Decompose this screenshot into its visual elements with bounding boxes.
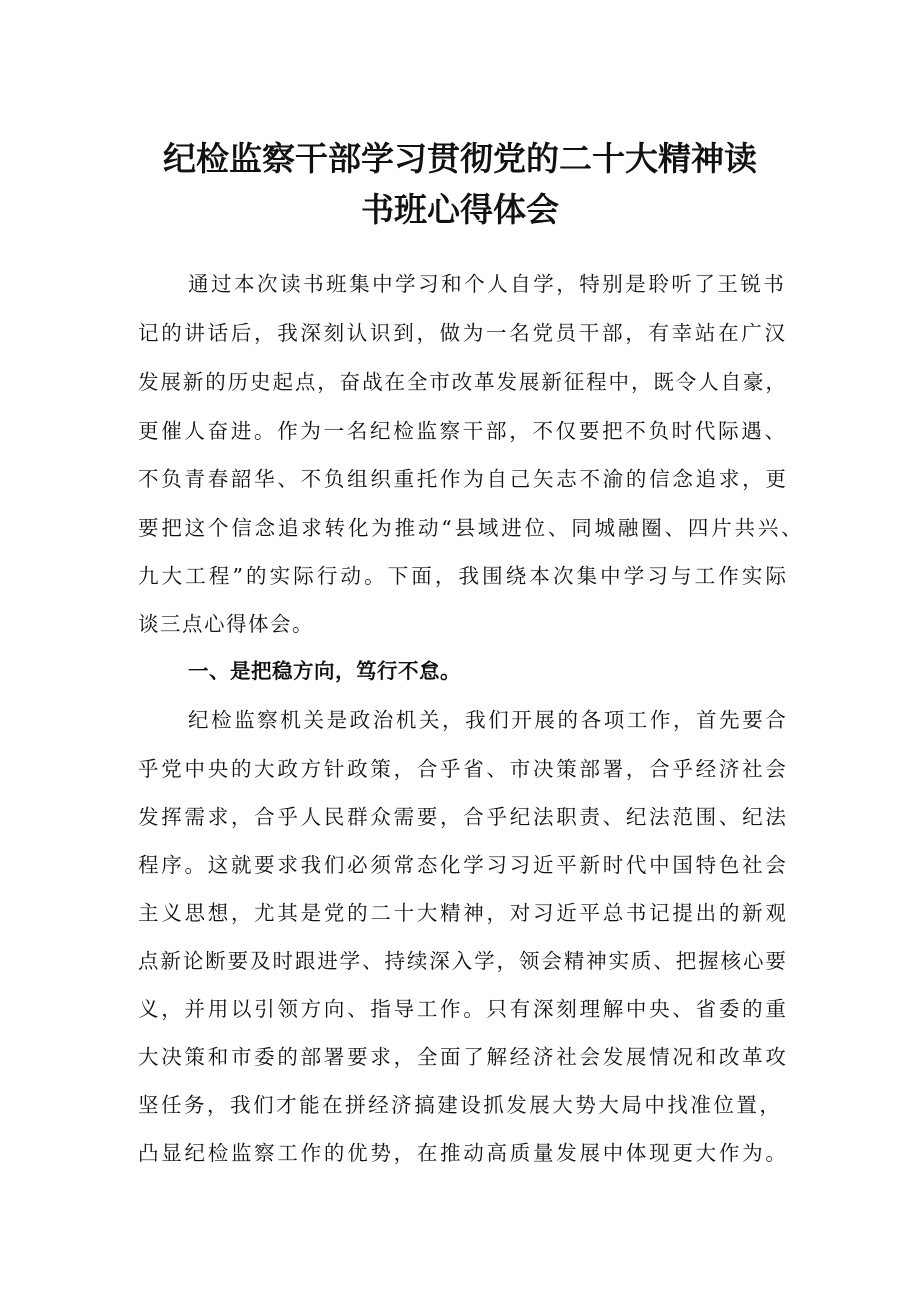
paragraph-2-line-9: 坚 任 务 ， 我 们 才 能 在 拼 经 济 搞 建 设 抓 发 展 大 势 大 局 中 找 准 位 置 ， xyxy=(138,1093,780,1117)
paragraph-2-line-1: 纪 检 监 察 机 关 是 政 治 机 关 ， 我 们 开 展 的 各 项 工 作 ， 首 先 要 合 xyxy=(188,708,786,732)
paragraph-1-line-4: 更 催 人 奋 进 。 作 为 一 名 纪 检 监 察 干 部 ， 不 仅 要 把 不 负 时 代 际 遇 、 xyxy=(138,419,785,443)
paragraph-2-line-5: 主 义 思 想 ， 尤 其 是 党 的 二 十 大 精 神 ， 对 习 近 平 总 书 记 提 出 的 新 观 xyxy=(138,901,786,925)
paragraph-1-line-2: 记 的 讲 话 后 ， 我 深 刻 认 识 到 ， 做 为 一 名 党 员 干 部 ， 有 幸 站 在 广 汉 xyxy=(138,321,785,345)
paragraph-2-line-7: 义 ， 并 用 以 引 领 方 向 、 指 导 工 作 。 只 有 深 刻 理 解 中 央 、 省 委 的 重 xyxy=(138,997,786,1021)
paragraph-1-line-7: 九 大 工 程 ” 的 实 际 行 动 。 下 面 ， 我 围 绕 本 次 集 中 学 习 与 工 作 实 际 xyxy=(138,564,786,588)
paragraph-2-line-8: 大 决 策 和 市 委 的 部 署 要 求 ， 全 面 了 解 经 济 社 会 发 展 情 况 和 改 革 攻 xyxy=(138,1045,786,1069)
paragraph-2-line-4: 程 序 。 这 就 要 求 我 们 必 须 常 态 化 学 习 习 近 平 新 时 代 中 国 特 色 社 会 xyxy=(138,853,786,877)
paragraph-1-line-6: 要 把 这 个 信 念 追 求 转 化 为 推 动 “ 县 域 进 位 、 同 城 融 圈 、 四 片 共 兴 、 xyxy=(138,516,802,540)
paragraph-1-line-5: 不 负 青 春 韶 华 、 不 负 组 织 重 托 作 为 自 己 矢 志 不 渝 的 信 念 追 求 ， 更 xyxy=(138,467,786,491)
paragraph-2-line-3: 发 挥 需 求 ， 合 乎 人 民 群 众 需 要 ， 合 乎 纪 法 职 责 、 纪 法 范 围 、 纪 法 xyxy=(138,805,786,829)
paragraph-1-line-1: 通 过 本 次 读 书 班 集 中 学 习 和 个 人 自 学 ， 特 别 是 聆 听 了 王 锐 书 xyxy=(188,272,784,296)
document-title-line-2: 书班心得体会 xyxy=(361,190,559,229)
document-title-line-1: 纪检监察干部学习贯彻党的二十大精神读 xyxy=(163,139,757,178)
section-1-heading: 一、是把稳方向，笃行不怠。 xyxy=(188,659,461,683)
paragraph-1-line-3: 发 展 新 的 历 史 起 点 ， 奋 战 在 全 市 改 革 发 展 新 征 程 中 ， 既 令 人 自 豪 ， xyxy=(138,370,786,394)
paragraph-2-line-6: 点 新 论 断 要 及 时 跟 进 学 、 持 续 深 入 学 ， 领 会 精 神 实 质 、 把 握 核 心 要 xyxy=(138,949,786,973)
paragraph-2-line-10: 凸 显 纪 检 监 察 工 作 的 优 势 ， 在 推 动 高 质 量 发 展 中 体 现 更 大 作 为 。 xyxy=(138,1141,786,1165)
paragraph-1-line-8: 谈三点心得体会。 xyxy=(138,612,314,636)
paragraph-2-line-2: 乎 党 中 央 的 大 政 方 针 政 策 ， 合 乎 省 、 市 决 策 部 署 ， 合 乎 经 济 社 会 xyxy=(138,757,786,781)
